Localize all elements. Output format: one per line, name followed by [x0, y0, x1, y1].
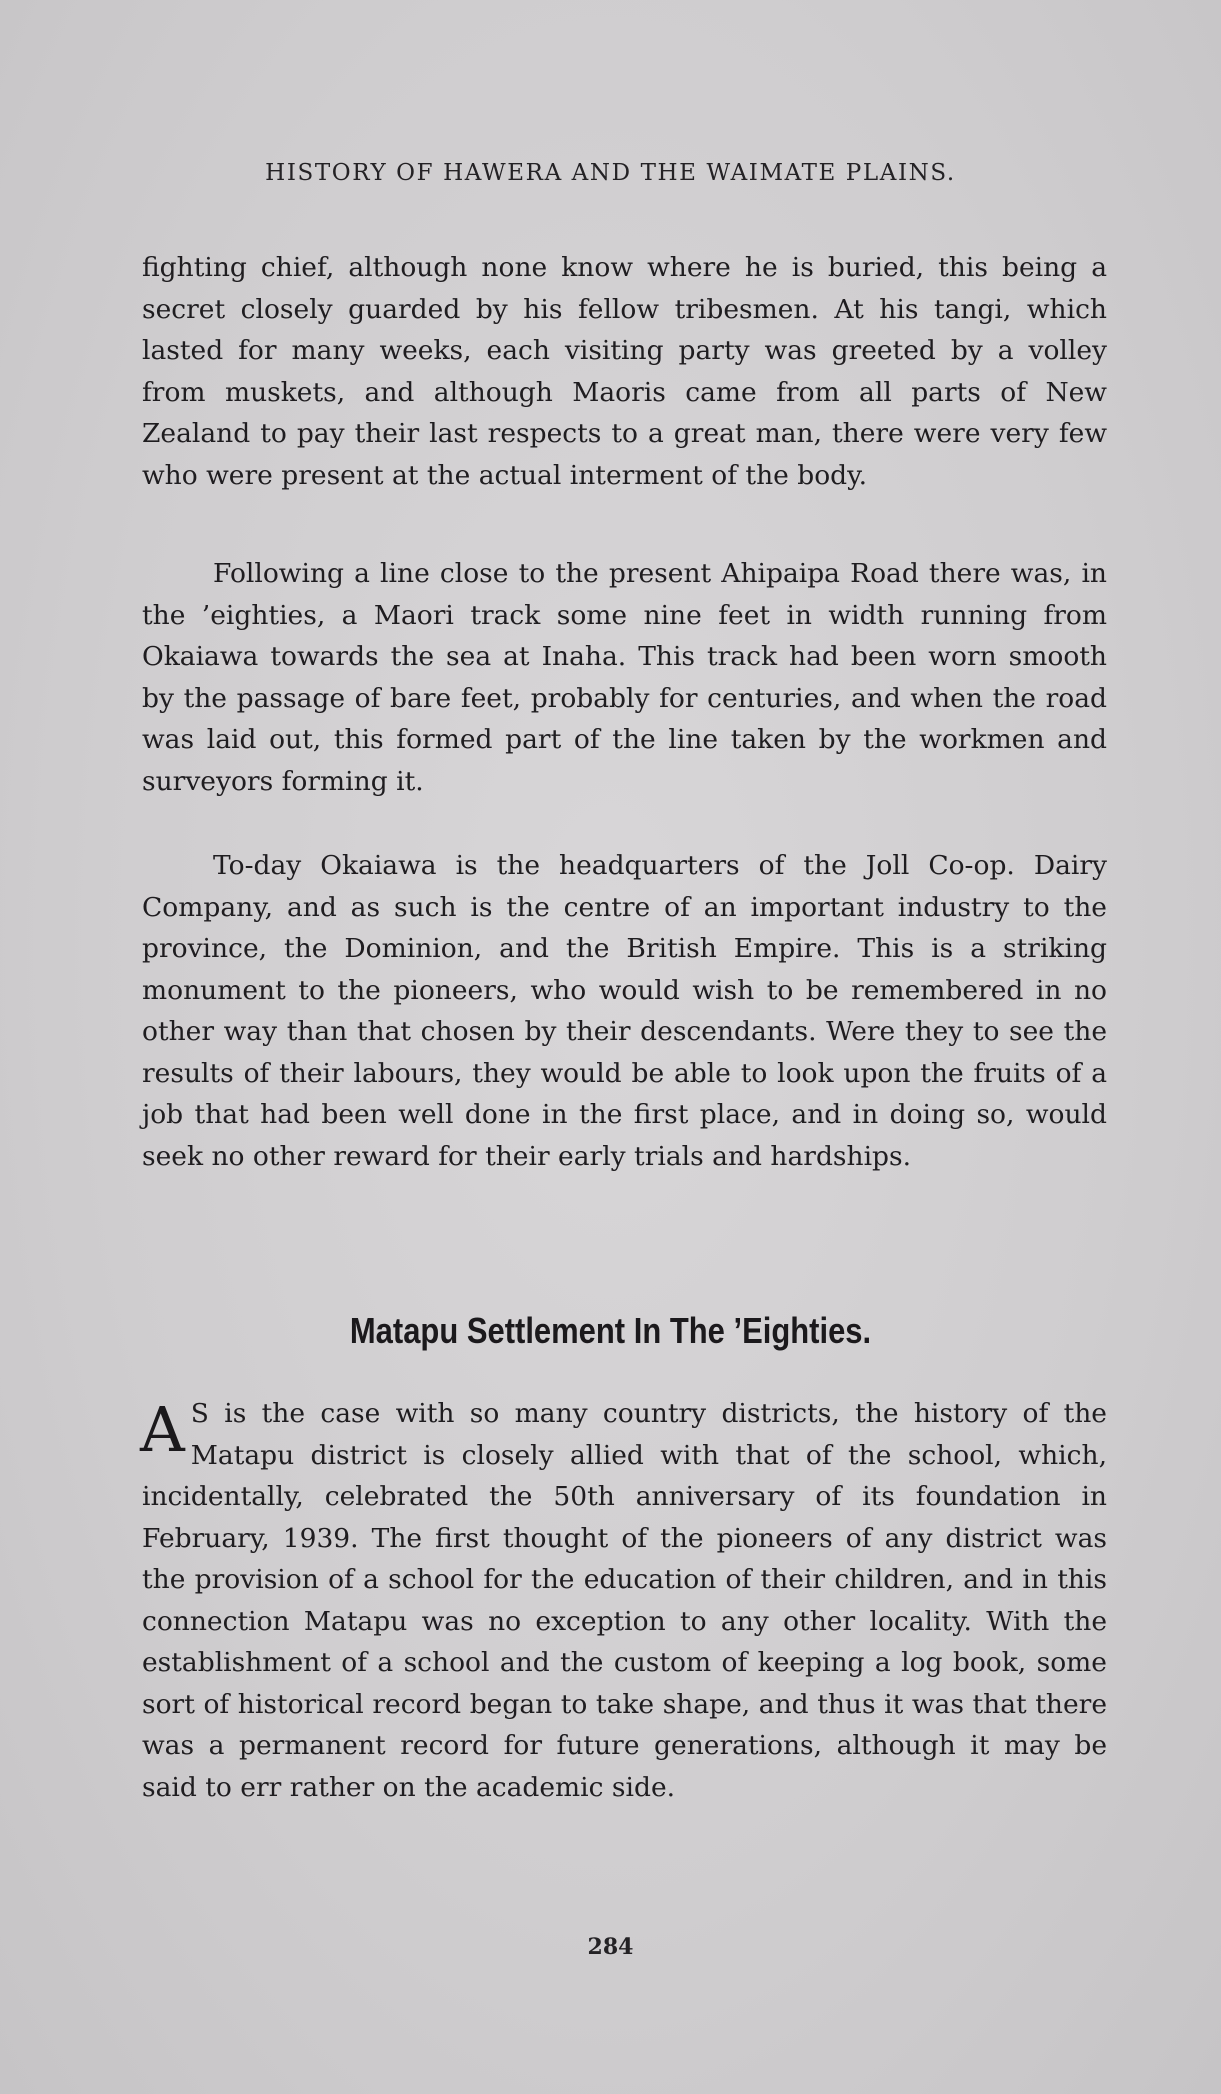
running-head: HISTORY OF HAWERA AND THE WAIMATE PLAINS. — [265, 160, 956, 186]
section-heading: Matapu Settlement In The ’Eighties. — [349, 1310, 872, 1351]
paragraph-text: To-day Okaiawa is the headquarters of the Joll Co-op. Dairy Company, and as such is the centre of an important industry to the province, the Dominion, and the British Empire. This is a striking monument to the pioneers, who would wish to be remembered in no other way than that chosen by their descendants. Were they to see the results of their labours, they would be able to look upon the fruits of a job that had been well done in the first place, and in doing so, would seek no other reward for their early trials and hardships. — [142, 850, 1107, 1172]
paragraph-text: S is the case with so many country districts, the history of the Matapu district is closely allied with that of the school, which, incidentally, celebrated the 50th anniversary of its foundation in February, 1939. The first thought of the pioneers of any district was the provision of a school for the education of their children, and in this connection Matapu was no exception to any other locality. With the establishment of a school and the custom of keeping a log book, some sort of historical record began to take shape, and thus it was that there was a permanent record for future generations, although it may be said to err rather on the academic side. — [142, 1398, 1107, 1803]
paragraph-ahipaipa-road — [142, 553, 1107, 802]
paragraph-okaiawa — [142, 845, 1107, 1177]
drop-cap: A — [140, 1393, 185, 1466]
paragraph-text: Following a line close to the present Ahipaipa Road there was, in the ’eighties, a Maori track some nine feet in width running from Okaiawa towards the sea at Inaha. This track had been worn smooth by the passage of bare feet, probably for centuries, and when the road was laid out, this formed part of the line taken by the workmen and surveyors forming it. — [142, 558, 1107, 797]
paragraph-continued — [142, 247, 1107, 496]
page-number: 284 — [587, 1934, 634, 1960]
paragraph-matapu — [142, 1393, 1107, 1808]
paragraph-text: fighting chief, although none know where he is buried, this being a secret closely guarded by his fellow tribesmen. At his tangi, which lasted for many weeks, each visiting party was greeted by a volley from muskets, and although Maoris came from all parts of New Zealand to pay their last respects to a great man, there were very few who were present at the actual interment of the body. — [142, 252, 1107, 491]
